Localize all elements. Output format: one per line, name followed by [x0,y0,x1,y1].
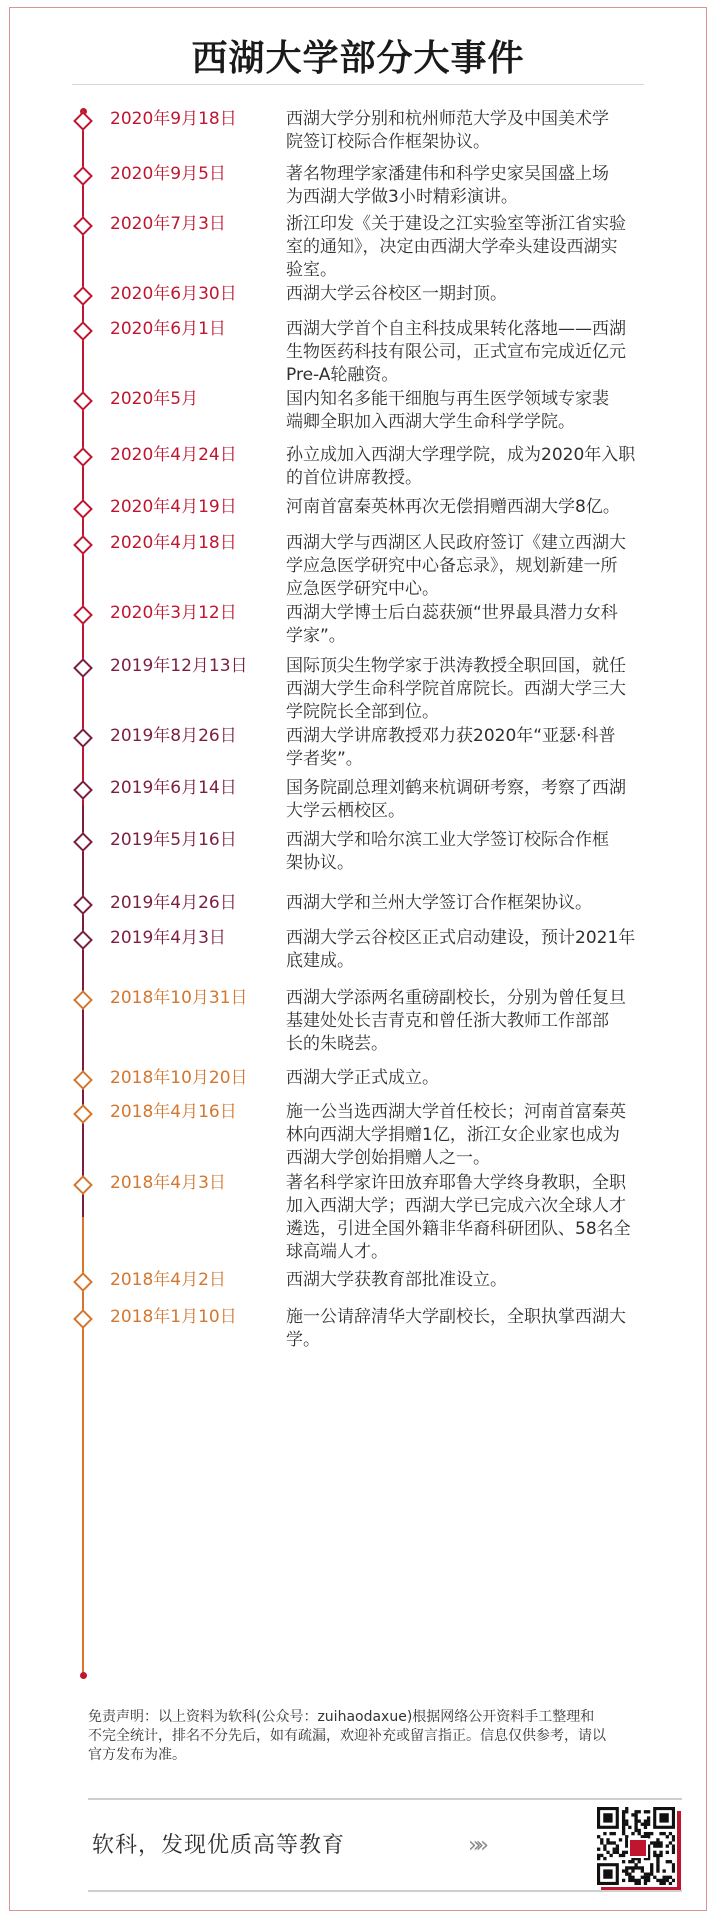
event-description [286,1067,686,1090]
timeline-diamond-icon [73,321,93,341]
event-description [286,318,686,387]
event-date: 2020年6月30日 [110,284,237,304]
event-description-line: 河南首富秦英林再次无偿捐赠西湖大学8亿。 [286,497,620,517]
timeline-diamond-icon [73,780,93,800]
event-description-line: 加入西湖大学；西湖大学已完成六次全球人才 [286,1196,626,1216]
timeline-diamond-icon [73,499,93,519]
event-description-line: 学家”。 [286,626,346,646]
event-description-line: 室的通知》，决定由西湖大学牵头建设西湖实 [286,237,618,257]
event-description [286,892,686,915]
timeline-diamond-icon [73,111,93,131]
event-description-line: 学应急医学研究中心备忘录》，规划新建一所 [286,556,618,576]
event-description [286,777,686,823]
event-description [286,602,686,648]
timeline-diamond-icon [73,447,93,467]
timeline-diamond-icon [73,728,93,748]
timeline-diamond-icon [73,1272,93,1292]
timeline-diamond-icon [73,1175,93,1195]
event-description-line: 底建成。 [286,951,354,971]
event-description-line: 西湖大学和哈尔滨工业大学签订校际合作框 [286,830,609,850]
event-description-line: 学者奖”。 [286,749,363,769]
event-description-line: 著名科学家许田放弃耶鲁大学终身教职，全职 [286,1173,626,1193]
event-description [286,108,686,154]
event-description-line: 的首位讲席教授。 [286,468,422,488]
event-description [286,655,686,724]
footer-slogan: 软科，发现优质高等教育 [92,1833,346,1858]
event-description-line: 西湖大学云谷校区正式启动建设，预计2021年 [286,928,636,948]
event-description-line: 端卿全职加入西湖大学生命科学学院。 [286,412,575,432]
event-description-line: 大学云栖校区。 [286,801,405,821]
poster-frame [9,7,707,1911]
event-description-line: 浙江印发《关于建设之江实验室等浙江省实验 [286,214,626,234]
event-date: 2019年4月26日 [110,893,237,913]
event-date: 2019年5月16日 [110,830,237,850]
event-description-line: 西湖大学获教育部批准设立。 [286,1270,507,1290]
timeline-diamond-icon [73,832,93,852]
qr-code-logo [628,1838,648,1858]
event-description-line: 施一公当选西湖大学首任校长；河南首富秦英 [286,1102,626,1122]
timeline-diamond-icon [73,391,93,411]
event-description-line: 西湖大学讲席教授邓力获2020年“亚瑟·科普 [286,726,616,746]
event-description-line: 基建处处长吉青克和曾任浙大教师工作部部 [286,1011,609,1031]
event-description [286,213,686,282]
event-date: 2018年10月31日 [110,988,248,1008]
timeline-diamond-icon [73,216,93,236]
event-description-line: 国内知名多能干细胞与再生医学领域专家裴 [286,389,609,409]
event-date: 2020年5月 [110,389,199,409]
disclaimer-line: 不完全统计，排名不分先后，如有疏漏，欢迎补充或留言指正。信息仅供参考，请以 [88,1728,606,1744]
event-date: 2019年6月14日 [110,778,237,798]
timeline-diamond-icon [73,990,93,1010]
title-divider [72,84,644,85]
event-description-line: 遴选，引进全国外籍非华裔科研团队、58名全 [286,1219,631,1239]
event-description-line: 西湖大学创始捐赠人之一。 [286,1148,490,1168]
timeline-diamond-icon [73,658,93,678]
event-description [286,725,686,771]
event-description [286,1101,686,1170]
event-description [286,163,686,209]
event-description-line: 应急医学研究中心。 [286,579,439,599]
event-description-line: 施一公请辞清华大学副校长，全职执掌西湖大 [286,1307,626,1327]
event-description [286,1269,686,1292]
timeline-diamond-icon [73,1104,93,1124]
event-description-line: 西湖大学和兰州大学签订合作框架协议。 [286,893,592,913]
event-description [286,496,686,519]
event-date: 2020年4月19日 [110,497,237,517]
event-description [286,532,686,601]
event-date: 2018年1月10日 [110,1307,237,1327]
timeline-diamond-icon [73,930,93,950]
event-description-line: 孙立成加入西湖大学理学院，成为2020年入职 [286,445,636,465]
event-description-line: 西湖大学博士后白蕊获颁“世界最具潜力女科 [286,603,618,623]
event-description-line: 国际顶尖生物学家于洪涛教授全职回国，就任 [286,656,626,676]
page-title: 西湖大学部分大事件 [191,38,525,79]
event-description [286,388,686,434]
timeline-diamond-icon [73,166,93,186]
event-description-line: 林向西湖大学捐赠1亿，浙江女企业家也成为 [286,1125,620,1145]
event-date: 2020年9月5日 [110,164,226,184]
event-description-line: 著名物理学家潘建伟和科学史家吴国盛上场 [286,164,609,184]
event-description-line: 西湖大学正式成立。 [286,1068,439,1088]
disclaimer [88,1708,692,1765]
footer-divider-bottom [88,1890,682,1892]
event-description [286,927,686,973]
event-description [286,1172,686,1264]
event-date: 2018年4月3日 [110,1173,226,1193]
event-date: 2020年7月3日 [110,214,226,234]
event-description-line: Pre-A轮融资。 [286,365,399,385]
timeline-diamond-icon [73,1309,93,1329]
event-description-line: 西湖大学与西湖区人民政府签订《建立西湖大 [286,533,626,553]
event-description-line: 西湖大学云谷校区一期封顶。 [286,284,507,304]
event-date: 2020年6月1日 [110,319,226,339]
event-description-line: 长的朱晓芸。 [286,1034,388,1054]
event-date: 2018年4月16日 [110,1102,237,1122]
timeline-line-2019 [82,805,84,1217]
event-date: 2018年10月20日 [110,1068,248,1088]
event-date: 2020年3月12日 [110,603,237,623]
disclaimer-line: 官方发布为准。 [88,1747,186,1763]
event-date: 2020年9月18日 [110,109,237,129]
event-description-line: 西湖大学添两名重磅副校长，分别为曾任复旦 [286,988,626,1008]
event-date: 2019年8月26日 [110,726,237,746]
event-description-line: 西湖大学分别和杭州师范大学及中国美术学 [286,109,609,129]
event-date: 2018年4月2日 [110,1270,226,1290]
event-description [286,987,686,1056]
event-description-line: 生物医药科技有限公司，正式宣布完成近亿元 [286,342,626,362]
event-description [286,829,686,875]
timeline-diamond-icon [73,605,93,625]
event-description-line: 西湖大学生命科学院首席院长。西湖大学三大 [286,679,626,699]
event-description [286,444,686,490]
event-description-line: 验室。 [286,260,337,280]
disclaimer-line: 免责声明：以上资料为软科(公众号：zuihaodaxue)根据网络公开资料手工整理和 [88,1709,595,1725]
timeline-diamond-icon [73,286,93,306]
event-description [286,283,686,306]
event-date: 2019年4月3日 [110,928,226,948]
double-chevron-icon: »» [468,1833,483,1858]
event-description-line: 为西湖大学做3小时精彩演讲。 [286,187,518,207]
footer-divider-top [88,1798,682,1800]
event-date: 2020年4月24日 [110,445,237,465]
event-description [286,1306,686,1352]
timeline-diamond-icon [73,535,93,555]
event-description-line: 学院院长全部到位。 [286,702,439,722]
timeline-diamond-icon [73,895,93,915]
timeline-end-dot [80,1672,87,1679]
event-description-line: 架协议。 [286,853,354,873]
event-description-line: 院签订校际合作框架协议。 [286,132,490,152]
event-description-line: 球高端人才。 [286,1242,388,1262]
event-description-line: 国务院副总理刘鹤来杭调研考察，考察了西湖 [286,778,626,798]
event-description-line: 学。 [286,1330,320,1350]
event-date: 2019年12月13日 [110,656,248,676]
qr-code-icon[interactable] [597,1807,675,1885]
timeline-diamond-icon [73,1070,93,1090]
event-description-line: 西湖大学首个自主科技成果转化落地——西湖 [286,319,626,339]
event-date: 2020年4月18日 [110,533,237,553]
